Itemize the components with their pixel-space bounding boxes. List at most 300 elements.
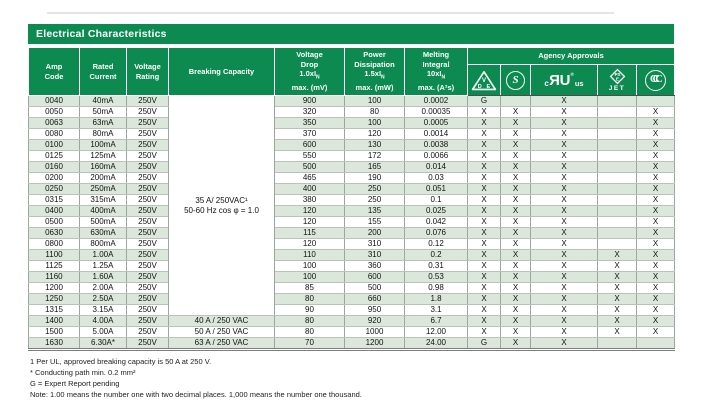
jet-header-cell [598,65,637,96]
rated-current-cell: 125mA [80,151,127,162]
semko-approval-cell: X [501,206,531,217]
ul-approval-cell: X [531,162,598,173]
voltage-drop-cell: 550 [275,151,345,162]
voltage-drop-cell: 120 [275,239,345,250]
svg-text:E: E [615,76,619,82]
rated-current-cell: 500mA [80,217,127,228]
ccc-approval-cell: X [637,107,675,118]
table-row [29,140,675,151]
power-dissipation-cell: 1200 [345,338,405,350]
voltage-drop-cell: 80 [275,316,345,327]
semko-approval-cell: X [501,283,531,294]
vde-approval-cell: X [468,239,501,250]
voltage-rating-cell: 250V [127,140,169,151]
ul-approval-cell: X [531,250,598,261]
melting-integral-cell: 0.0002 [405,96,468,107]
breaking-capacity-merged-cell: 35 A/ 250VAC¹ 50-60 Hz cos φ = 1.0 [169,96,275,316]
footnote-note: Note: 1.00 means the number one with two decimal places. 1,000 means the number one thousand. [30,390,362,399]
breaking-capacity-cell: 63 A / 250 VAC [169,338,275,350]
semko-approval-cell [501,96,531,107]
rated-current-cell: 1.00A [80,250,127,261]
melting-integral-cell: 0.98 [405,283,468,294]
vde-header-cell [468,65,501,96]
voltage-rating-cell: 250V [127,129,169,140]
amp-code-cell: 0400 [29,206,80,217]
melting-integral-cell: 0.0005 [405,118,468,129]
section-title: Electrical Characteristics [28,24,674,44]
ul-approval-cell: X [531,217,598,228]
vde-approval-cell: X [468,129,501,140]
melting-integral-cell: 0.00035 [405,107,468,118]
amp-code-cell: 1160 [29,272,80,283]
ul-approval-cell: X [531,228,598,239]
melting-integral-cell: 0.03 [405,173,468,184]
semko-approval-cell: X [501,228,531,239]
table-row [29,239,675,250]
rated-current-cell: 315mA [80,195,127,206]
semko-approval-cell: X [501,118,531,129]
power-dissipation-cell: 165 [345,162,405,173]
semko-approval-cell: X [501,338,531,350]
power-dissipation-cell: 135 [345,206,405,217]
voltage-drop-cell: 500 [275,162,345,173]
svg-text:PS: PS [614,72,620,77]
ccc-approval-cell: X [637,118,675,129]
jet-approval-cell: X [598,305,637,316]
semko-approval-cell: X [501,261,531,272]
table-row [29,107,675,118]
semko-approval-cell: X [501,327,531,338]
voltage-rating-cell: 250V [127,250,169,261]
ccc-approval-cell: X [637,162,675,173]
table-row [29,217,675,228]
rated-current-cell: 3.15A [80,305,127,316]
amp-code-cell: 1200 [29,283,80,294]
melting-integral-cell: 0.31 [405,261,468,272]
vde-approval-cell: X [468,261,501,272]
melting-integral-cell: 0.2 [405,250,468,261]
power-dissipation-cell: 130 [345,140,405,151]
rated-current-cell: 1.60A [80,272,127,283]
ccc-approval-cell: X [637,327,675,338]
semko-approval-cell: X [501,173,531,184]
jet-approval-cell [598,338,637,350]
jet-approval-cell [598,173,637,184]
rated-current-cell: 800mA [80,239,127,250]
voltage-rating-cell: 250V [127,239,169,250]
ccc-approval-cell [637,338,675,350]
jet-approval-cell: X [598,316,637,327]
rated-current-cell: 100mA [80,140,127,151]
ccc-approval-cell: X [637,173,675,184]
footnote-g: G = Expert Report pending [30,379,120,388]
melting-integral-cell: 0.025 [405,206,468,217]
jet-approval-cell [598,217,637,228]
ccc-approval-cell: X [637,316,675,327]
voltage-rating-cell: 250V [127,195,169,206]
voltage-rating-cell: 250V [127,107,169,118]
ccc-approval-cell: X [637,206,675,217]
ul-approval-cell: X [531,118,598,129]
table-row [29,283,675,294]
power-dissipation-cell: 200 [345,228,405,239]
melting-integral-cell: 0.076 [405,228,468,239]
footnotes [30,356,674,400]
ccc-icon: CCC [645,70,666,91]
amp-code-cell: 0200 [29,173,80,184]
footnote-1: 1 Per UL, approved breaking capacity is 50 A at 250 V. [30,357,212,366]
voltage-drop-cell: 110 [275,250,345,261]
amp-code-cell: 0315 [29,195,80,206]
semko-approval-cell: X [501,195,531,206]
table-row [29,129,675,140]
pse-diamond-icon [609,68,626,85]
table-row [29,118,675,129]
voltage-drop-cell: 350 [275,118,345,129]
semko-approval-cell: X [501,294,531,305]
breaking-capacity-cell: 40 A / 250 VAC [169,316,275,327]
power-dissipation-cell: 80 [345,107,405,118]
jet-approval-cell [598,184,637,195]
table-row [29,316,675,327]
voltage-rating-cell: 250V [127,228,169,239]
rated-current-cell: 5.00A [80,327,127,338]
ul-approval-cell: X [531,316,598,327]
vde-approval-cell: X [468,118,501,129]
vde-approval-cell: X [468,294,501,305]
ul-approval-cell: X [531,107,598,118]
voltage-rating-cell: 250V [127,283,169,294]
voltage-drop-cell: 80 [275,294,345,305]
ul-approval-cell: X [531,338,598,350]
jet-approval-cell [598,107,637,118]
voltage-rating-cell: 250V [127,96,169,107]
vde-approval-cell: X [468,140,501,151]
amp-code-cell: 0100 [29,140,80,151]
semko-approval-cell: X [501,272,531,283]
ul-approval-cell: X [531,173,598,184]
amp-code-cell: 1400 [29,316,80,327]
amp-code-cell: 0800 [29,239,80,250]
melting-integral-cell: 0.051 [405,184,468,195]
ccc-approval-cell: X [637,261,675,272]
col-header-agency-approvals: Agency Approvals [468,48,675,65]
semko-s-icon: S [506,71,525,90]
col-header-voltage-drop: Voltage Drop $1.0xI_N$ max. (mV) [275,48,345,96]
rated-current-cell: 630mA [80,228,127,239]
jet-approval-cell [598,206,637,217]
pse-jet-icon: PS E JET [609,68,626,92]
semko-approval-cell: X [501,184,531,195]
ul-approval-cell: X [531,283,598,294]
power-dissipation-cell: 360 [345,261,405,272]
ul-approval-cell: X [531,305,598,316]
semko-approval-cell: X [501,162,531,173]
ul-recognized-icon: c R U ® us [544,71,584,89]
voltage-rating-cell: 250V [127,118,169,129]
voltage-rating-cell: 250V [127,294,169,305]
jet-approval-cell: X [598,261,637,272]
voltage-rating-cell: 250V [127,305,169,316]
vde-approval-cell: X [468,228,501,239]
table-row [29,184,675,195]
ccc-approval-cell: X [637,239,675,250]
melting-integral-cell: 0.1 [405,195,468,206]
ccc-approval-cell: X [637,250,675,261]
table-row [29,151,675,162]
melting-integral-cell: 3.1 [405,305,468,316]
ccc-approval-cell: X [637,151,675,162]
jet-approval-cell: X [598,294,637,305]
amp-code-cell: 0160 [29,162,80,173]
power-dissipation-cell: 1000 [345,327,405,338]
vde-approval-cell: X [468,250,501,261]
melting-integral-cell: 0.53 [405,272,468,283]
jet-approval-cell [598,96,637,107]
voltage-rating-cell: 250V [127,261,169,272]
vde-approval-cell: X [468,305,501,316]
ul-approval-cell: X [531,206,598,217]
table-row [29,162,675,173]
voltage-drop-cell: 465 [275,173,345,184]
datasheet-section [28,24,674,400]
voltage-rating-cell: 250V [127,338,169,350]
ccc-approval-cell: X [637,140,675,151]
power-dissipation-cell: 155 [345,217,405,228]
ul-approval-cell: X [531,96,598,107]
power-dissipation-cell: 500 [345,283,405,294]
jet-approval-cell: X [598,283,637,294]
voltage-drop-cell: 115 [275,228,345,239]
power-dissipation-cell: 250 [345,195,405,206]
power-dissipation-cell: 310 [345,239,405,250]
rated-current-cell: 160mA [80,162,127,173]
vde-approval-cell: X [468,272,501,283]
voltage-drop-cell: 120 [275,217,345,228]
rated-current-cell: 400mA [80,206,127,217]
table-row [29,250,675,261]
melting-integral-cell: 0.014 [405,162,468,173]
melting-integral-cell: 12.00 [405,327,468,338]
semko-approval-cell: X [501,250,531,261]
jet-approval-cell [598,118,637,129]
power-dissipation-cell: 190 [345,173,405,184]
jet-approval-cell [598,195,637,206]
voltage-drop-cell: 70 [275,338,345,350]
amp-code-cell: 0063 [29,118,80,129]
power-dissipation-cell: 920 [345,316,405,327]
rated-current-cell: 1.25A [80,261,127,272]
ul-approval-cell: X [531,294,598,305]
col-header-breaking-capacity: Breaking Capacity [169,48,275,96]
amp-code-cell: 1315 [29,305,80,316]
vde-approval-cell: X [468,107,501,118]
ul-approval-cell: X [531,129,598,140]
voltage-drop-cell: 370 [275,129,345,140]
melting-integral-cell: 0.0014 [405,129,468,140]
table-row [29,261,675,272]
voltage-drop-cell: 100 [275,261,345,272]
jet-approval-cell: X [598,250,637,261]
jet-approval-cell [598,151,637,162]
amp-code-cell: 0050 [29,107,80,118]
ul-approval-cell: X [531,239,598,250]
vde-approval-cell: G [468,96,501,107]
table-row [29,338,675,350]
melting-integral-cell: 24.00 [405,338,468,350]
table-row [29,96,675,107]
table-row [29,228,675,239]
table-row [29,173,675,184]
electrical-characteristics-table [28,47,675,351]
rated-current-cell: 40mA [80,96,127,107]
semko-approval-cell: X [501,129,531,140]
power-dissipation-cell: 120 [345,129,405,140]
voltage-drop-cell: 85 [275,283,345,294]
col-header-power-dissipation: Power Dissipation $1.5xI_N$ max. (mW) [345,48,405,96]
melting-integral-cell: 0.042 [405,217,468,228]
ul-approval-cell: X [531,195,598,206]
semko-approval-cell: X [501,316,531,327]
voltage-drop-cell: 900 [275,96,345,107]
voltage-drop-cell: 400 [275,184,345,195]
ul-approval-cell: X [531,327,598,338]
jet-approval-cell [598,239,637,250]
melting-integral-cell: 0.0038 [405,140,468,151]
rated-current-cell: 63mA [80,118,127,129]
ul-approval-cell: X [531,184,598,195]
semko-approval-cell: X [501,239,531,250]
vde-approval-cell: X [468,217,501,228]
voltage-rating-cell: 250V [127,327,169,338]
amp-code-cell: 0040 [29,96,80,107]
melting-integral-cell: 0.12 [405,239,468,250]
power-dissipation-cell: 172 [345,151,405,162]
voltage-rating-cell: 250V [127,316,169,327]
ccc-approval-cell: X [637,129,675,140]
col-header-rated-current: Rated Current [80,48,127,96]
jet-approval-cell [598,162,637,173]
ul-approval-cell: X [531,140,598,151]
svg-text:D: D [477,83,482,90]
ccc-approval-cell: X [637,305,675,316]
jet-approval-cell [598,129,637,140]
page-scan-artifact-line [47,12,614,14]
voltage-rating-cell: 250V [127,206,169,217]
rated-current-cell: 2.00A [80,283,127,294]
ccc-approval-cell: X [637,184,675,195]
amp-code-cell: 0250 [29,184,80,195]
amp-code-cell: 0080 [29,129,80,140]
power-dissipation-cell: 660 [345,294,405,305]
ccc-approval-cell: X [637,283,675,294]
vde-approval-cell: X [468,151,501,162]
amp-code-cell: 0500 [29,217,80,228]
rated-current-cell: 6.30A* [80,338,127,350]
footnote-asterisk: * Conducting path min. 0.2 mm² [30,368,136,377]
voltage-rating-cell: 250V [127,162,169,173]
ccc-approval-cell: X [637,272,675,283]
amp-code-cell: 1500 [29,327,80,338]
table-row [29,272,675,283]
vde-approval-cell: X [468,184,501,195]
amp-code-cell: 0125 [29,151,80,162]
ul-approval-cell: X [531,272,598,283]
power-dissipation-cell: 100 [345,96,405,107]
vde-approval-cell: G [468,338,501,350]
vde-approval-cell: X [468,195,501,206]
table-row [29,305,675,316]
rated-current-cell: 80mA [80,129,127,140]
table-row [29,195,675,206]
semko-approval-cell: X [501,107,531,118]
power-dissipation-cell: 950 [345,305,405,316]
voltage-drop-cell: 100 [275,272,345,283]
melting-integral-cell: 6.7 [405,316,468,327]
vde-approval-cell: X [468,283,501,294]
vde-approval-cell: X [468,327,501,338]
semko-approval-cell: X [501,305,531,316]
jet-approval-cell [598,228,637,239]
power-dissipation-cell: 100 [345,118,405,129]
rated-current-cell: 50mA [80,107,127,118]
col-header-voltage-rating: Voltage Rating [127,48,169,96]
ccc-approval-cell: X [637,294,675,305]
voltage-drop-cell: 90 [275,305,345,316]
voltage-rating-cell: 250V [127,272,169,283]
rated-current-cell: 2.50A [80,294,127,305]
voltage-rating-cell: 250V [127,173,169,184]
ccc-approval-cell: X [637,217,675,228]
jet-approval-cell [598,140,637,151]
ccc-header-cell [637,65,675,96]
ul-approval-cell: X [531,151,598,162]
jet-approval-cell: X [598,272,637,283]
table-row [29,206,675,217]
ul-header-cell [531,65,598,96]
vde-approval-cell: X [468,206,501,217]
svg-text:V: V [481,77,487,84]
amp-code-cell: 1250 [29,294,80,305]
ul-approval-cell: X [531,261,598,272]
table-row [29,327,675,338]
power-dissipation-cell: 250 [345,184,405,195]
header-row-top [29,48,675,65]
voltage-drop-cell: 380 [275,195,345,206]
voltage-drop-cell: 80 [275,327,345,338]
jet-approval-cell: X [598,327,637,338]
voltage-rating-cell: 250V [127,217,169,228]
semko-approval-cell: X [501,217,531,228]
table-body [29,96,675,350]
rated-current-cell: 250mA [80,184,127,195]
voltage-rating-cell: 250V [127,151,169,162]
semko-approval-cell: X [501,151,531,162]
svg-text:E: E [486,83,491,90]
voltage-drop-cell: 320 [275,107,345,118]
breaking-capacity-cell: 50 A / 250 VAC [169,327,275,338]
voltage-drop-cell: 600 [275,140,345,151]
voltage-rating-cell: 250V [127,184,169,195]
ccc-approval-cell: X [637,228,675,239]
amp-code-cell: 1630 [29,338,80,350]
amp-code-cell: 0630 [29,228,80,239]
semko-header-cell [501,65,531,96]
vde-approval-cell: X [468,173,501,184]
melting-integral-cell: 0.0066 [405,151,468,162]
power-dissipation-cell: 600 [345,272,405,283]
ccc-approval-cell: X [637,195,675,206]
